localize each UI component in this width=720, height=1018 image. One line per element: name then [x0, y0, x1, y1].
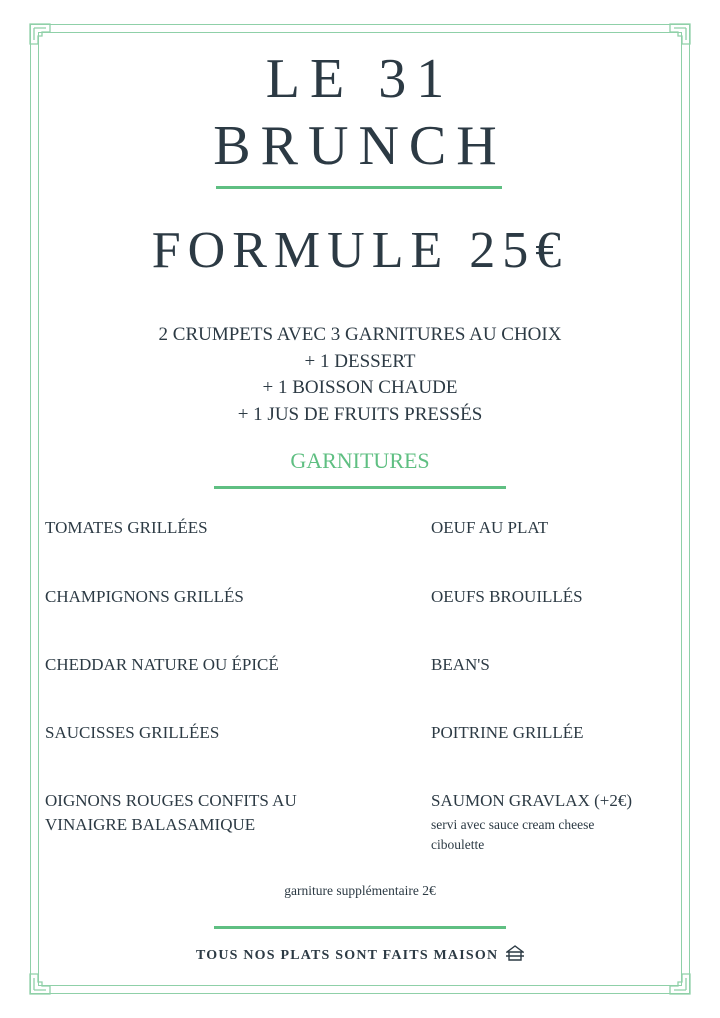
offer-details: [0, 322, 720, 428]
house-icon: [506, 945, 524, 961]
offer-line: + 1 DESSERT: [304, 350, 416, 372]
corner-ornament-icon: [28, 22, 56, 50]
garniture-item: CHEDDAR NATURE OU ÉPICÉ: [45, 655, 279, 674]
footer-divider: [214, 926, 506, 929]
corner-ornament-icon: [664, 968, 692, 996]
garniture-item: POITRINE GRILLÉE: [431, 723, 584, 742]
title-divider: [216, 186, 502, 189]
corner-ornament-icon: [664, 22, 692, 50]
garniture-item: OEUFS BROUILLÉS: [431, 587, 583, 606]
footer-text: TOUS NOS PLATS SONT FAITS MAISON: [196, 948, 499, 963]
garniture-item: OIGNONS ROUGES CONFITS AU VINAIGRE BALASAMIQUE: [45, 791, 297, 834]
garniture-item: TOMATES GRILLÉES: [45, 518, 208, 537]
garniture-item-label: SAUMON GRAVLAX (+2€): [431, 791, 633, 810]
title-line-2: BRUNCH: [213, 115, 507, 177]
garnitures-heading: GARNITURES: [290, 448, 430, 473]
garnitures-divider: [214, 486, 506, 489]
title-line-1: LE 31: [265, 48, 455, 110]
offer-line: + 1 JUS DE FRUITS PRESSÉS: [237, 403, 483, 425]
garniture-item: SAUCISSES GRILLÉES: [45, 723, 220, 742]
extra-garniture-note: garniture supplémentaire 2€: [284, 883, 436, 898]
garniture-item-saumon: [431, 789, 691, 855]
saumon-note: servi avec sauce cream cheese ciboulette: [431, 817, 595, 852]
garniture-item: CHAMPIGNONS GRILLÉS: [45, 587, 244, 606]
garniture-item: OEUF AU PLAT: [431, 518, 549, 537]
offer-line: 2 CRUMPETS AVEC 3 GARNITURES AU CHOIX: [158, 324, 562, 345]
formule-price: FORMULE 25€: [151, 222, 569, 279]
footer: [0, 945, 720, 964]
garniture-item: BEAN'S: [431, 655, 490, 674]
offer-line: + 1 BOISSON CHAUDE: [262, 377, 458, 398]
corner-ornament-icon: [28, 968, 56, 996]
